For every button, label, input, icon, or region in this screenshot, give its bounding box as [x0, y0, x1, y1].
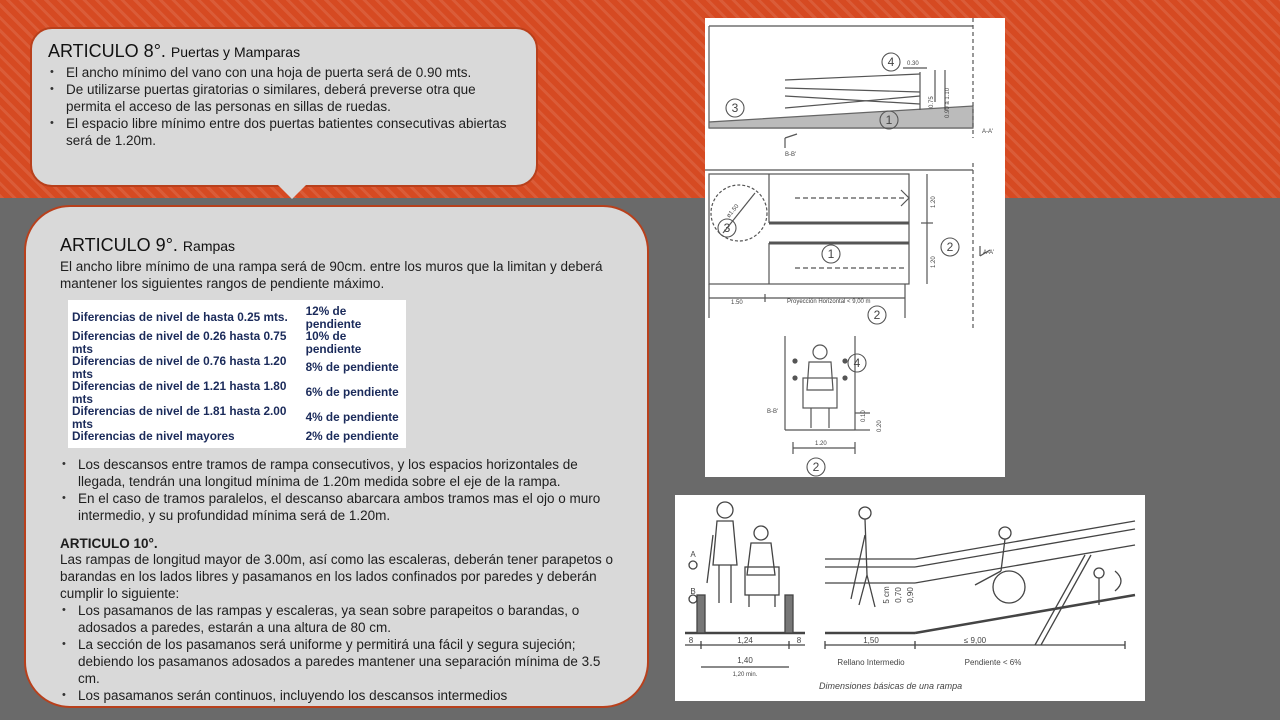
table-row	[68, 355, 406, 380]
article-9-subtitle: Rampas	[182, 238, 236, 254]
marker-label: 2	[873, 308, 881, 322]
dimension-label: 1,50	[863, 636, 879, 645]
marker-label: 4	[853, 356, 861, 370]
marker-label: 2	[946, 240, 954, 254]
list-item: • La sección de los pasamanos será uniforme y permitirá una fácil y segura sujeción; debiendo los pasamanos adosados a paredes mantener una separación mínima de 3.5 cm.	[76, 636, 625, 687]
marker-label: B	[690, 587, 696, 596]
article-8-subtitle: Puertas y Mamparas	[170, 44, 301, 60]
dimension-label: 0.90 a 1.10	[945, 87, 951, 118]
dimension-label: 1.20	[815, 441, 827, 447]
dimension-label: 0.75	[929, 96, 935, 108]
slope-value: 8% de pendiente	[305, 360, 399, 375]
dimension-label: 0,90	[906, 587, 915, 603]
section-label: B-B'	[767, 409, 779, 415]
marker-label: 1	[827, 247, 835, 261]
slope-table	[68, 300, 406, 448]
slope-range: Diferencias de nivel mayores	[72, 429, 235, 443]
section-label: B-B'	[785, 152, 797, 158]
article-10-list	[60, 602, 625, 704]
dimension-label: 1,24	[737, 636, 753, 645]
article-10-title: ARTICULO 10°.	[60, 535, 158, 551]
table-row	[68, 330, 406, 355]
marker-label: 4	[887, 55, 895, 69]
dimension-label: 0,70	[894, 587, 903, 603]
list-item: • De utilizarse puertas giratorias o similares, deberá preverse otra que permita el acceso de las personas en sillas de ruedas.	[64, 81, 518, 115]
dimension-label: 1.20	[931, 196, 937, 208]
dimension-label: 5 cm	[882, 586, 891, 604]
dimension-label: 1,40	[737, 656, 753, 665]
list-item: • Los descansos entre tramos de rampa consecutivos, y los espacios horizontales de llegada, tendrán una longitud mínima de 1.20m medida sobre el eje de la rampa.	[76, 456, 625, 490]
marker-label: 3	[723, 221, 731, 235]
marker-label: 2	[812, 460, 820, 474]
table-row	[68, 405, 406, 430]
section-label: A-A'	[982, 129, 994, 135]
slope-label: Pendiente < 6%	[964, 658, 1022, 667]
marker-label: 1	[885, 113, 893, 127]
slope-range: Diferencias de nivel de 1.81 hasta 2.00 mts	[72, 404, 287, 431]
dimension-label: 0.10	[861, 410, 867, 422]
figure-caption: Dimensiones básicas de una rampa	[819, 681, 963, 691]
marker-label: A	[690, 550, 696, 559]
dimension-label: 1,20 min.	[732, 672, 758, 678]
landing-label: Rellano Intermedio	[837, 658, 905, 667]
slope-value: 10% de pendiente	[305, 329, 362, 356]
dimension-label: 0.30	[907, 61, 919, 67]
ramp-section-drawing	[675, 495, 1145, 701]
dimension-label: 8	[796, 636, 802, 645]
list-item: • En el caso de tramos paralelos, el descanso abarcara ambos tramos mas el ojo o muro intermedio, y su profundidad mínima será de 1.20m.	[76, 490, 625, 524]
article-8-list	[48, 64, 518, 149]
marker-label: 3	[731, 101, 739, 115]
dimension-label: 1.50	[731, 300, 743, 306]
list-item: • Los pasamanos de las rampas y escaleras, ya sean sobre parapeitos o barandas, o adosados a paredes, estarán a una altura de 80 cm.	[76, 602, 625, 636]
table-row	[68, 300, 406, 330]
slope-range: Diferencias de nivel de 0.76 hasta 1.20 mts	[72, 354, 287, 381]
article-9-title: ARTICULO 9°.	[60, 235, 178, 255]
card-pointer	[278, 185, 306, 199]
table-row	[68, 430, 406, 448]
dimension-label: Proyección Horizontal < 9,00 m	[787, 299, 871, 305]
slope-range: Diferencias de nivel de 0.26 hasta 0.75 mts	[72, 329, 287, 356]
slope-value: 12% de pendiente	[305, 304, 362, 331]
article-8-heading	[48, 41, 518, 62]
dimension-label: 1.20	[931, 256, 937, 268]
ramp-section-figure	[675, 495, 1145, 701]
dimension-label: 0.20	[877, 420, 883, 432]
slope-value: 4% de pendiente	[305, 410, 399, 425]
list-item: • Los pasamanos serán continuos, incluyendo los descansos intermedios	[76, 687, 625, 704]
section-label: A-A'	[983, 250, 995, 256]
ramp-plan-figure	[705, 18, 1005, 477]
dimension-label: ø1.50	[725, 203, 741, 220]
article-9-heading	[60, 235, 625, 256]
dimension-label: ≤ 9,00	[963, 636, 987, 645]
article-9-intro: El ancho libre mínimo de una rampa será de 90cm. entre los muros que la limitan y deberá mantener los siguientes rangos de pendiente máximo.	[60, 259, 603, 291]
slope-range: Diferencias de nivel de 1.21 hasta 1.80 mts	[72, 379, 287, 406]
article-10-intro: Las rampas de longitud mayor de 3.00m, así como las escaleras, deberán tener parapetos o barandas en los lados libres y pasamanos en los lados confinados por paredes y deberán cumplir lo siguiente:	[60, 551, 614, 601]
slope-range: Diferencias de nivel de hasta 0.25 mts.	[72, 310, 288, 325]
slope-value: 2% de pendiente	[305, 429, 399, 443]
list-item: • El ancho mínimo del vano con una hoja de puerta será de 0.90 mts.	[64, 64, 518, 81]
article-9-card	[24, 205, 649, 708]
ramp-plan-drawing	[705, 18, 1005, 477]
article-8-card	[30, 27, 538, 187]
article-9-list	[60, 456, 625, 524]
article-8-title: ARTICULO 8°.	[48, 41, 166, 61]
list-item: • El espacio libre mínimo entre dos puertas batientes consecutivas abiertas será de 1.20m.	[64, 115, 518, 149]
dimension-label: 8	[688, 636, 694, 645]
table-row	[68, 380, 406, 405]
slope-value: 6% de pendiente	[305, 385, 399, 400]
